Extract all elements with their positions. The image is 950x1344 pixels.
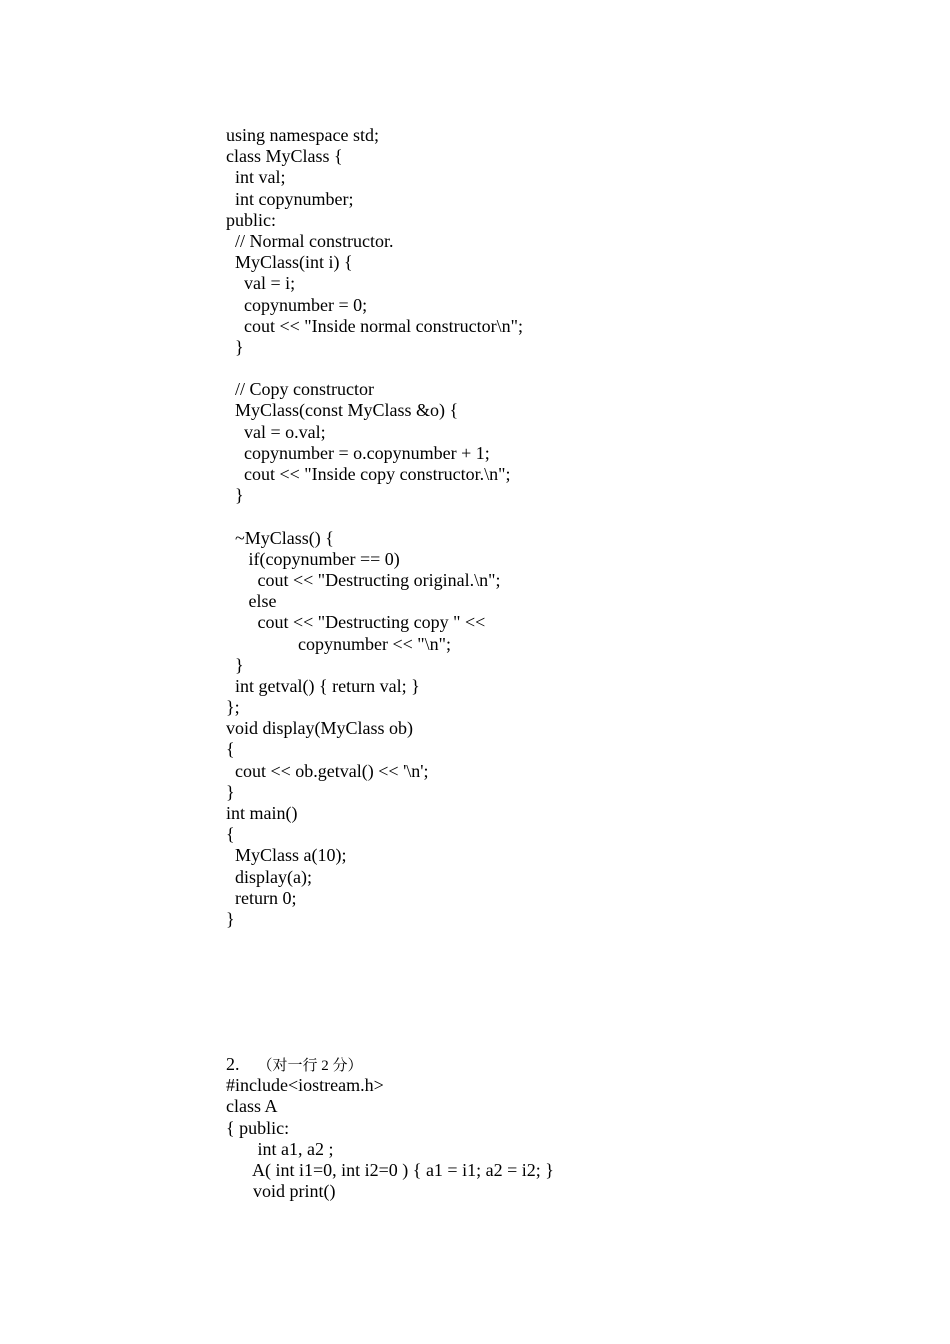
code-line bbox=[226, 506, 523, 527]
code-line: display(a); bbox=[226, 866, 312, 887]
code-line: if(copynumber == 0) bbox=[226, 548, 400, 569]
code-line: val = o.val; bbox=[226, 421, 326, 442]
code-line: public: bbox=[226, 209, 276, 230]
code-line: { bbox=[226, 824, 235, 845]
code-line: void display(MyClass ob) bbox=[226, 718, 413, 739]
code-line bbox=[226, 358, 523, 379]
code-listing-myclass bbox=[226, 125, 523, 930]
code-line: // Normal constructor. bbox=[226, 230, 394, 251]
code-line: } bbox=[226, 781, 235, 802]
code-line: int a1, a2 ; bbox=[226, 1138, 334, 1159]
code-line: int val; bbox=[226, 167, 286, 188]
code-line: } bbox=[226, 908, 235, 929]
question-number: 2. bbox=[226, 1054, 240, 1074]
code-line: MyClass(int i) { bbox=[226, 252, 353, 273]
code-line: MyClass(const MyClass &o) { bbox=[226, 400, 459, 421]
code-line: MyClass a(10); bbox=[226, 845, 347, 866]
code-line: cout << "Inside normal constructor\n"; bbox=[226, 315, 523, 336]
code-line: copynumber << "\n"; bbox=[226, 633, 451, 654]
code-line: cout << "Inside copy constructor.\n"; bbox=[226, 464, 511, 484]
code-line: copynumber = 0; bbox=[226, 294, 368, 315]
code-line: val = i; bbox=[226, 273, 296, 294]
code-line: using namespace std; bbox=[226, 125, 379, 145]
code-line: void print() bbox=[226, 1181, 336, 1202]
scoring-note: （对一行 2 分） bbox=[257, 1058, 363, 1074]
code-line: cout << "Destructing original.\n"; bbox=[226, 569, 501, 590]
question-heading bbox=[226, 1054, 554, 1075]
code-line: copynumber = o.copynumber + 1; bbox=[226, 442, 490, 463]
code-line: { public: bbox=[226, 1117, 290, 1138]
code-line: cout << ob.getval() << '\n'; bbox=[226, 760, 429, 781]
code-line: int getval() { return val; } bbox=[226, 675, 420, 696]
code-line: } bbox=[226, 485, 244, 506]
code-line: A( int i1=0, int i2=0 ) { a1 = i1; a2 = i2; } bbox=[226, 1159, 554, 1180]
code-line: } bbox=[226, 654, 244, 675]
code-line: #include<iostream.h> bbox=[226, 1075, 384, 1096]
code-line: class MyClass { bbox=[226, 146, 343, 167]
code-line: ~MyClass() { bbox=[226, 527, 334, 548]
code-line: // Copy constructor bbox=[226, 379, 374, 400]
code-line: } bbox=[226, 336, 244, 357]
code-line: { bbox=[226, 739, 235, 760]
code-line: }; bbox=[226, 697, 240, 718]
code-line: cout << "Destructing copy " << bbox=[226, 612, 486, 633]
code-listing-class-a bbox=[226, 1054, 554, 1202]
code-line: class A bbox=[226, 1096, 278, 1117]
code-line: else bbox=[226, 591, 277, 612]
code-line: int copynumber; bbox=[226, 188, 354, 209]
code-line: return 0; bbox=[226, 887, 297, 908]
code-line: int main() bbox=[226, 803, 298, 823]
